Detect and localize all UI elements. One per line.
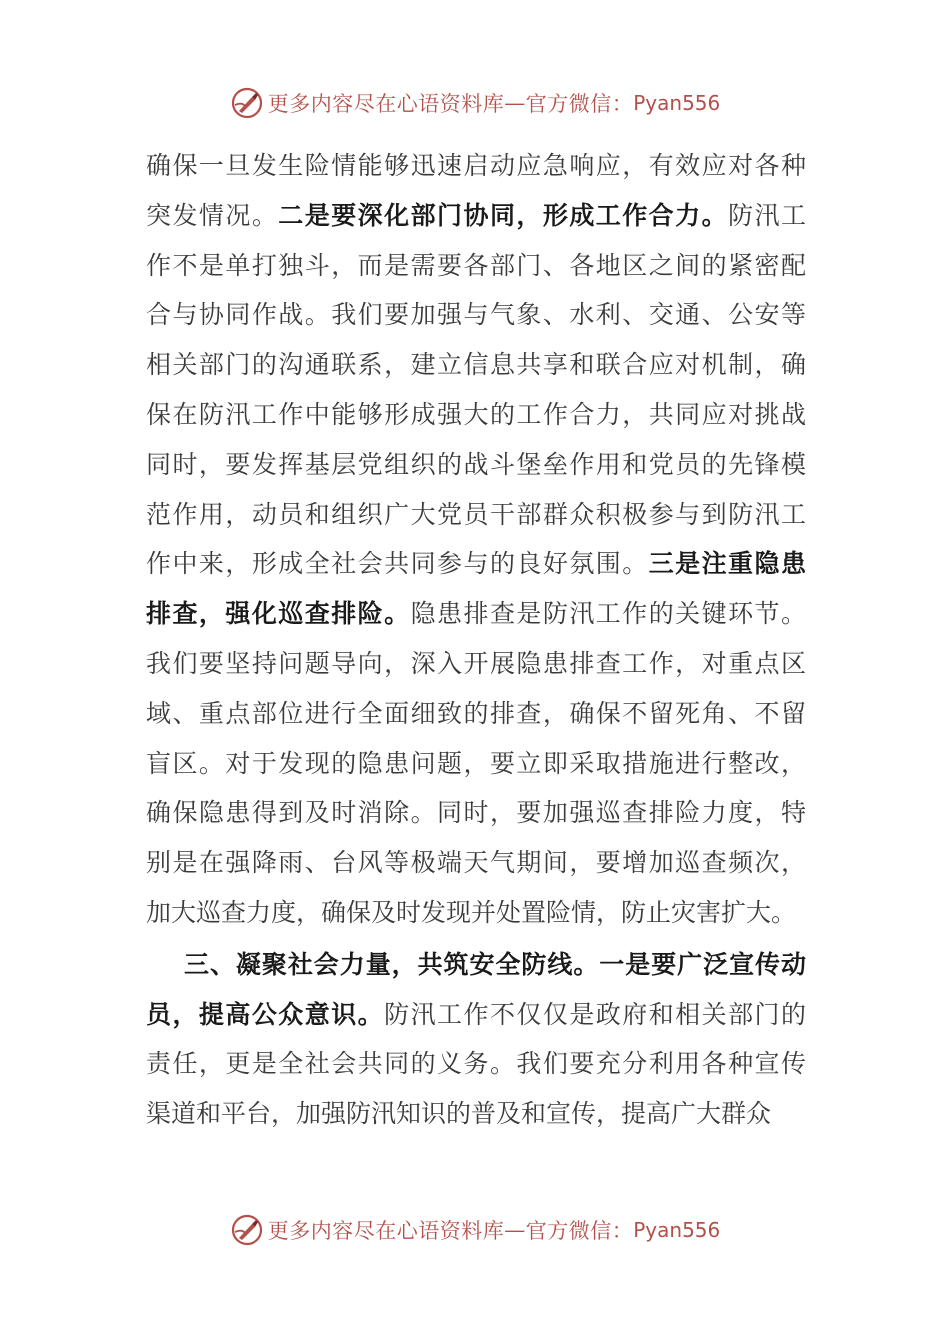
- text-segment: 渠道和平台，加强防汛知识的普及和宣传，提高广大群众: [146, 1099, 772, 1129]
- text-segment: 作中来，形成全社会共同参与的良好氛围。: [146, 549, 649, 579]
- text-line: [184, 945, 806, 985]
- banner-dash: —: [504, 91, 526, 115]
- bold-text-segment: 排查，强化巡查排险。: [146, 599, 411, 629]
- text-segment: 合与协同作战。我们要加强与气象、水利、交通、公安等: [146, 300, 806, 330]
- banner-wechat-id: Pyan556: [633, 1218, 721, 1242]
- text-segment: 加大巡查力度，确保及时发现并处置险情，防止灾害扩大。: [146, 898, 797, 927]
- banner-wechat-label: 官方微信：: [525, 1219, 634, 1243]
- text-line: [146, 395, 806, 435]
- text-line: [146, 644, 806, 684]
- text-segment: 我们要坚持问题导向，深入开展隐患排查工作，对重点区: [146, 649, 806, 678]
- banner-wechat-id: Pyan556: [633, 91, 721, 115]
- text-segment: 范作用，动员和组织广大党员干部群众积极参与到防汛工: [146, 499, 806, 529]
- bold-text-segment: 员，提高公众意识。: [146, 999, 385, 1029]
- footer-watermark-banner: [0, 1210, 950, 1250]
- text-line: [146, 345, 806, 385]
- text-line: [146, 843, 806, 883]
- text-line: [146, 594, 806, 634]
- text-segment: 盲区。对于发现的隐患问题，要立即采取措施进行整改，: [146, 748, 806, 778]
- text-line: [146, 196, 806, 236]
- text-segment: 隐患排查是防汛工作的关键环节。: [410, 599, 806, 629]
- text-segment: 突发情况。: [146, 200, 279, 230]
- text-line: [146, 1094, 806, 1134]
- text-line: [146, 246, 806, 286]
- text-segment: 作不是单打独斗，而是需要各部门、各地区之间的紧密配: [146, 250, 806, 280]
- text-segment: 确保隐患得到及时消除。同时，要加强巡查排险力度，特: [146, 798, 806, 828]
- text-line: [146, 694, 806, 734]
- text-line: [146, 495, 806, 535]
- text-segment: 防汛工作不仅仅是政府和相关部门的: [384, 999, 806, 1029]
- bold-text-segment: 三是注重隐患: [648, 549, 806, 579]
- text-segment: 相关部门的沟通联系，建立信息共享和联合应对机制，确: [146, 350, 806, 380]
- bold-text-segment: 三、凝聚社会力量，共筑安全防线。一是要广泛宣传动: [184, 949, 806, 979]
- text-line: [146, 544, 806, 584]
- text-segment: 别是在强降雨、台风等极端天气期间，要增加巡查频次，: [146, 848, 806, 878]
- text-segment: 域、重点部位进行全面细致的排查，确保不留死角、不留: [146, 698, 806, 728]
- text-segment: 责任，更是全社会共同的义务。我们要充分利用各种宣传: [146, 1049, 806, 1079]
- text-segment: 同时，要发挥基层党组织的战斗堡垒作用和党员的先锋模: [146, 449, 806, 479]
- text-line: [146, 295, 806, 335]
- text-line: [146, 893, 806, 933]
- pen-logo-icon: [230, 1213, 264, 1247]
- text-segment: 保在防汛工作中能够形成强大的工作合力，共同应对挑战: [146, 400, 806, 429]
- text-line: [146, 445, 806, 485]
- text-line: [146, 995, 806, 1035]
- banner-site-text: 更多内容尽在心语资料库: [267, 92, 505, 116]
- text-line: [146, 744, 806, 784]
- header-watermark-banner: [0, 83, 950, 123]
- banner-site-text: 更多内容尽在心语资料库: [267, 1219, 505, 1243]
- text-line: [146, 1044, 806, 1084]
- bold-text-segment: 二是要深化部门协同，形成工作合力。: [278, 200, 729, 230]
- banner-wechat-label: 官方微信：: [525, 92, 634, 116]
- banner-dash: —: [504, 1218, 526, 1242]
- text-segment: 确保一旦发生险情能够迅速启动应急响应，有效应对各种: [146, 151, 806, 180]
- pen-logo-icon: [230, 86, 264, 120]
- text-line: [146, 793, 806, 833]
- text-segment: 防汛工: [728, 200, 806, 230]
- text-line: [146, 146, 806, 186]
